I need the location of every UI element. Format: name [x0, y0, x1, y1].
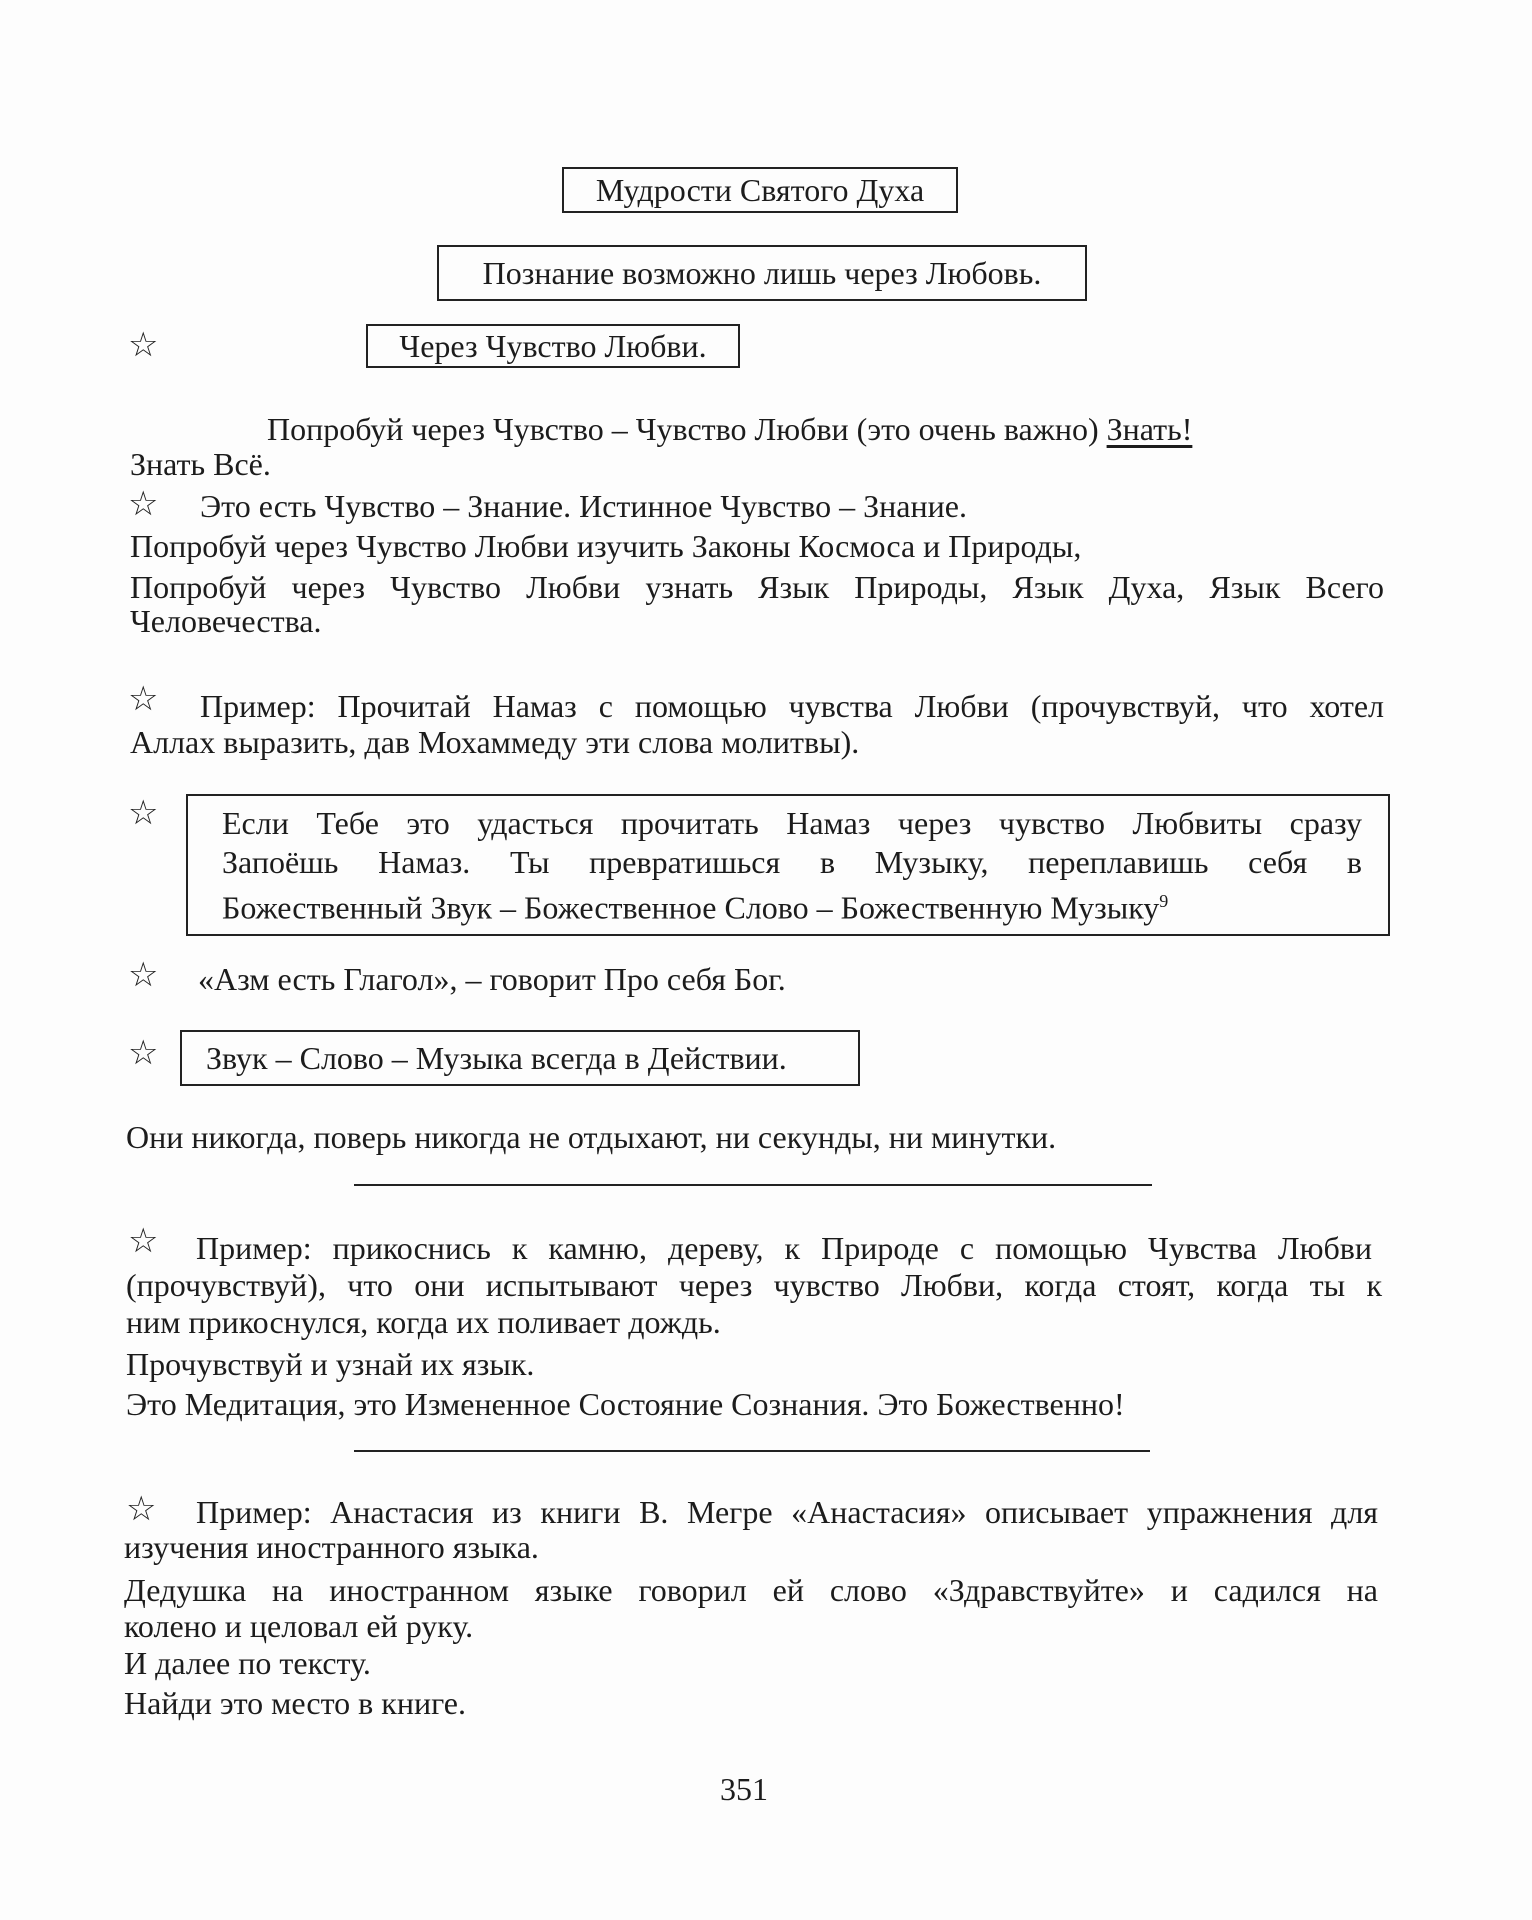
- through-feeling-box: [366, 324, 740, 368]
- stone-example-line-4: Прочувствуй и узнай их язык.: [126, 1346, 535, 1382]
- know-underlined: Знать!: [1106, 411, 1193, 447]
- namaz-example-line-2: Аллах выразить, дав Мохаммеду эти слова молитвы).: [130, 724, 860, 760]
- azm-line: «Азм есть Глагол», – говорит Про себя Бог.: [198, 961, 786, 997]
- star-outline-icon: ☆: [128, 484, 159, 524]
- stone-example-line-3: ним прикоснулся, когда их поливает дождь.: [126, 1304, 721, 1340]
- anastasia-example-line-1: Пример: Анастасия из книги В. Мегре «Анастасия» описывает упражнения для: [196, 1494, 1378, 1530]
- page-number: 351: [720, 1771, 768, 1807]
- anastasia-example-line-3: Дедушка на иностранном языке говорил ей слово «Здравствуйте» и садился на: [124, 1572, 1378, 1608]
- star-outline-icon: ☆: [126, 1489, 157, 1529]
- star-outline-icon: ☆: [128, 1033, 159, 1073]
- paragraph-1-line-1: Попробуй через Чувство – Чувство Любви (это очень важно) Знать!: [267, 411, 1193, 447]
- sound-box-text: Звук – Слово – Музыка всегда в Действии.: [206, 1040, 787, 1076]
- anastasia-example-line-4: колено и целовал ей руку.: [124, 1608, 474, 1644]
- through-feeling-heading: Через Чувство Любви.: [399, 328, 707, 364]
- namaz-box: [186, 794, 1390, 936]
- anastasia-example-line-5: И далее по тексту.: [124, 1645, 371, 1681]
- namaz-example-line-1: Пример: Прочитай Намаз с помощью чувства Любви (прочувствуй, что хотел: [200, 688, 1384, 724]
- star-outline-icon: ☆: [128, 325, 159, 365]
- namaz-box-line-3: Божественный Звук – Божественное Слово – Божественную Музыку$^9$: [222, 889, 1169, 926]
- namaz-box-line-2: Запоёшь Намаз. Ты превратишься в Музыку, переплавишь себя в: [222, 844, 1362, 880]
- anastasia-example-line-6: Найди это место в книге.: [124, 1685, 466, 1721]
- sound-box: [180, 1030, 860, 1086]
- wisdom-title: Мудрости Святого Духа: [595, 172, 925, 208]
- star-outline-icon: ☆: [128, 679, 159, 719]
- stone-example-line-5: Это Медитация, это Измененное Состояние Сознания. Это Божественно!: [126, 1386, 1125, 1422]
- paragraph-1-line-6: Человечества.: [130, 603, 322, 639]
- paragraph-1-line-4: Попробуй через Чувство Любви изучить Законы Космоса и Природы,: [130, 528, 1082, 564]
- stone-example-line-1: Пример: прикоснись к камню, дереву, к Природе с помощью Чувства Любви: [196, 1230, 1372, 1266]
- divider-1: [354, 1184, 1152, 1186]
- footnote-marker: 9: [1159, 891, 1169, 911]
- wisdom-title-box: [562, 167, 958, 213]
- stone-example-line-2: (прочувствуй), что они испытывают через чувство Любви, когда стоят, когда ты к: [126, 1267, 1382, 1303]
- namaz-box-line-1: Если Тебе это удасться прочитать Намаз через чувство Любвиты сразу: [222, 805, 1362, 841]
- never-rest-line: Они никогда, поверь никогда не отдыхают, ни секунды, ни минутки.: [126, 1119, 1057, 1155]
- star-outline-icon: ☆: [128, 955, 159, 995]
- paragraph-1-line-5: Попробуй через Чувство Любви узнать Язык Природы, Язык Духа, Язык Всего: [130, 569, 1384, 605]
- knowledge-title: Познание возможно лишь через Любовь.: [482, 255, 1042, 291]
- star-outline-icon: ☆: [128, 793, 159, 833]
- knowledge-title-box: [437, 245, 1087, 301]
- paragraph-1-line-3: Это есть Чувство – Знание. Истинное Чувство – Знание.: [200, 488, 967, 524]
- paragraph-1-line-2: Знать Всё.: [130, 446, 271, 482]
- divider-2: [354, 1450, 1150, 1452]
- star-outline-icon: ☆: [128, 1221, 159, 1261]
- anastasia-example-line-2: изучения иностранного языка.: [124, 1529, 539, 1565]
